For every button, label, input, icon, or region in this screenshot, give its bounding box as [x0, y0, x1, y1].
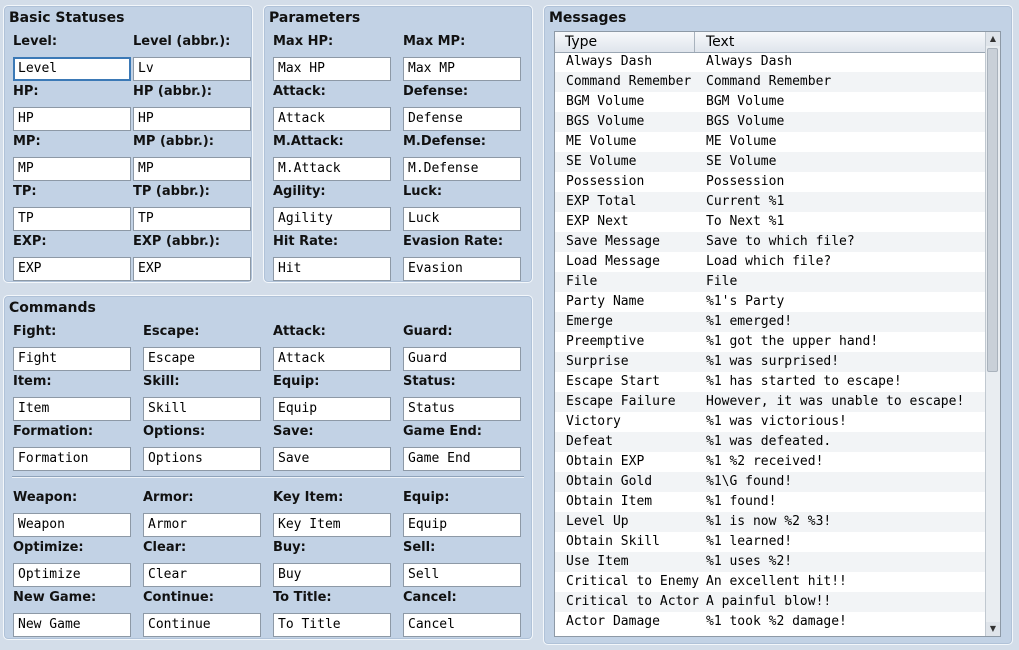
- param-label-luck: Luck:: [403, 184, 443, 199]
- command-label-sell: Sell:: [403, 540, 436, 555]
- column-divider[interactable]: [694, 32, 695, 52]
- message-row[interactable]: [555, 292, 987, 312]
- message-row[interactable]: [555, 252, 987, 272]
- command-label-equip: Equip:: [403, 490, 450, 505]
- param-field-attack[interactable]: Attack: [273, 107, 391, 131]
- param-label-max-mp: Max MP:: [403, 34, 466, 49]
- message-row[interactable]: [555, 492, 987, 512]
- message-text: %1 is now %2 %3!: [706, 514, 832, 529]
- message-type: Save Message: [566, 234, 660, 249]
- message-text: Current %1: [706, 194, 785, 209]
- message-row[interactable]: [555, 612, 987, 632]
- command-field-armor[interactable]: Armor: [143, 513, 261, 537]
- command-field-new-game[interactable]: New Game: [13, 613, 131, 637]
- scroll-down-icon[interactable]: ▼: [986, 622, 1000, 636]
- command-label-skill: Skill:: [143, 374, 180, 389]
- message-text: %1 has started to escape!: [706, 374, 902, 389]
- message-row[interactable]: [555, 112, 987, 132]
- message-type: Possession: [566, 174, 645, 189]
- command-field-save[interactable]: Save: [273, 447, 391, 471]
- message-row[interactable]: [555, 572, 987, 592]
- message-type: Critical to Actor: [566, 594, 700, 609]
- basic-field-tp[interactable]: TP: [13, 207, 131, 231]
- basic-label-mp: MP:: [13, 134, 41, 149]
- basic-field-mp-abbr[interactable]: MP: [133, 157, 251, 181]
- message-text: ME Volume: [706, 134, 777, 149]
- param-label-defense: Defense:: [403, 84, 469, 99]
- message-text: %1 uses %2!: [706, 554, 793, 569]
- message-row[interactable]: [555, 72, 987, 92]
- message-row[interactable]: [555, 232, 987, 252]
- command-label-options: Options:: [143, 424, 206, 439]
- command-field-key-item[interactable]: Key Item: [273, 513, 391, 537]
- message-type: Use Item: [566, 554, 629, 569]
- param-label-evasion-rate: Evasion Rate:: [403, 234, 504, 249]
- message-type: Level Up: [566, 514, 629, 529]
- param-label-agility: Agility:: [273, 184, 326, 199]
- message-text: %1 got the upper hand!: [706, 334, 879, 349]
- message-row[interactable]: [555, 52, 987, 72]
- basic-label-hp: HP:: [13, 84, 39, 99]
- basic-label-tp-abbr: TP (abbr.):: [133, 184, 210, 199]
- commands-separator: [12, 476, 524, 478]
- command-field-status[interactable]: Status: [403, 397, 521, 421]
- message-text: %1\G found!: [706, 474, 793, 489]
- message-row[interactable]: [555, 592, 987, 612]
- message-row[interactable]: [555, 152, 987, 172]
- command-label-fight: Fight:: [13, 324, 57, 339]
- message-text: Load which file?: [706, 254, 832, 269]
- basic-field-hp[interactable]: HP: [13, 107, 131, 131]
- message-row[interactable]: [555, 552, 987, 572]
- parameters-title: Parameters: [269, 10, 361, 26]
- message-text: Always Dash: [706, 54, 793, 69]
- command-field-equip[interactable]: Equip: [403, 513, 521, 537]
- message-type: SE Volume: [566, 154, 637, 169]
- message-type: EXP Total: [566, 194, 637, 209]
- command-label-to-title: To Title:: [273, 590, 332, 605]
- message-text: An excellent hit!!: [706, 574, 847, 589]
- command-field-guard[interactable]: Guard: [403, 347, 521, 371]
- command-label-attack: Attack:: [273, 324, 326, 339]
- message-type: Escape Start: [566, 374, 660, 389]
- command-field-fight[interactable]: Fight: [13, 347, 131, 371]
- param-label-m-attack: M.Attack:: [273, 134, 344, 149]
- param-field-max-hp[interactable]: Max HP: [273, 57, 391, 81]
- message-type: Preemptive: [566, 334, 645, 349]
- commands-panel: [3, 295, 533, 640]
- message-type: ME Volume: [566, 134, 637, 149]
- column-header-type[interactable]: Type: [565, 34, 598, 50]
- command-label-game-end: Game End:: [403, 424, 482, 439]
- basic-label-level: Level:: [13, 34, 58, 49]
- message-type: Surprise: [566, 354, 629, 369]
- param-field-agility[interactable]: Agility: [273, 207, 391, 231]
- command-label-guard: Guard:: [403, 324, 453, 339]
- command-field-options[interactable]: Options: [143, 447, 261, 471]
- messages-title: Messages: [549, 10, 627, 26]
- message-text: %1 took %2 damage!: [706, 614, 847, 629]
- basic-field-level-abbr[interactable]: Lv: [133, 57, 251, 81]
- message-text: Command Remember: [706, 74, 832, 89]
- message-text: Possession: [706, 174, 785, 189]
- message-type: Victory: [566, 414, 621, 429]
- command-field-clear[interactable]: Clear: [143, 563, 261, 587]
- message-row[interactable]: [555, 212, 987, 232]
- param-field-hit-rate[interactable]: Hit: [273, 257, 391, 281]
- command-field-item[interactable]: Item: [13, 397, 131, 421]
- basic-field-tp-abbr[interactable]: TP: [133, 207, 251, 231]
- message-text: %1 was surprised!: [706, 354, 840, 369]
- command-label-save: Save:: [273, 424, 314, 439]
- messages-list-header: [555, 32, 987, 53]
- command-field-to-title[interactable]: To Title: [273, 613, 391, 637]
- command-label-new-game: New Game:: [13, 590, 97, 605]
- message-text: Save to which file?: [706, 234, 855, 249]
- messages-list[interactable]: [554, 31, 1001, 637]
- param-label-m-defense: M.Defense:: [403, 134, 486, 149]
- parameters-panel: [263, 5, 533, 283]
- command-label-equip: Equip:: [273, 374, 320, 389]
- basic-statuses-title: Basic Statuses: [9, 10, 125, 26]
- basic-label-hp-abbr: HP (abbr.):: [133, 84, 212, 99]
- command-field-escape[interactable]: Escape: [143, 347, 261, 371]
- message-type: Obtain EXP: [566, 454, 645, 469]
- command-field-buy[interactable]: Buy: [273, 563, 391, 587]
- command-field-continue[interactable]: Continue: [143, 613, 261, 637]
- param-label-hit-rate: Hit Rate:: [273, 234, 339, 249]
- messages-scrollbar[interactable]: [985, 32, 1000, 636]
- command-label-key-item: Key Item:: [273, 490, 344, 505]
- command-field-sell[interactable]: Sell: [403, 563, 521, 587]
- message-row[interactable]: [555, 392, 987, 412]
- command-label-optimize: Optimize:: [13, 540, 84, 555]
- command-label-item: Item:: [13, 374, 52, 389]
- basic-field-level[interactable]: Level: [13, 57, 131, 81]
- message-type: Critical to Enemy: [566, 574, 700, 589]
- command-label-clear: Clear:: [143, 540, 187, 555]
- message-row[interactable]: [555, 92, 987, 112]
- message-type: Always Dash: [566, 54, 653, 69]
- message-text: BGS Volume: [706, 114, 785, 129]
- message-row[interactable]: [555, 312, 987, 332]
- message-type: Command Remember: [566, 74, 692, 89]
- message-row[interactable]: [555, 412, 987, 432]
- message-row[interactable]: [555, 452, 987, 472]
- command-field-cancel[interactable]: Cancel: [403, 613, 521, 637]
- message-text: %1 emerged!: [706, 314, 793, 329]
- command-label-formation: Formation:: [13, 424, 94, 439]
- command-label-continue: Continue:: [143, 590, 214, 605]
- command-field-skill[interactable]: Skill: [143, 397, 261, 421]
- message-type: Obtain Item: [566, 494, 653, 509]
- message-text: SE Volume: [706, 154, 777, 169]
- message-text: File: [706, 274, 738, 289]
- message-type: Obtain Gold: [566, 474, 653, 489]
- message-type: Defeat: [566, 434, 613, 449]
- param-field-defense[interactable]: Defense: [403, 107, 521, 131]
- basic-label-exp: EXP:: [13, 234, 47, 249]
- message-row[interactable]: [555, 432, 987, 452]
- command-label-armor: Armor:: [143, 490, 194, 505]
- message-text: To Next %1: [706, 214, 785, 229]
- command-field-game-end[interactable]: Game End: [403, 447, 521, 471]
- command-label-cancel: Cancel:: [403, 590, 457, 605]
- messages-rows: [555, 52, 987, 632]
- basic-field-exp[interactable]: EXP: [13, 257, 131, 281]
- message-row[interactable]: [555, 132, 987, 152]
- message-row[interactable]: [555, 372, 987, 392]
- basic-label-mp-abbr: MP (abbr.):: [133, 134, 214, 149]
- param-field-luck[interactable]: Luck: [403, 207, 521, 231]
- message-text: However, it was unable to escape!: [706, 394, 965, 409]
- message-type: Emerge: [566, 314, 613, 329]
- command-field-optimize[interactable]: Optimize: [13, 563, 131, 587]
- message-row[interactable]: [555, 512, 987, 532]
- message-row[interactable]: [555, 532, 987, 552]
- param-field-m-attack[interactable]: M.Attack: [273, 157, 391, 181]
- column-header-text[interactable]: Text: [706, 34, 735, 50]
- commands-title: Commands: [9, 300, 96, 316]
- message-text: %1 learned!: [706, 534, 793, 549]
- basic-field-mp[interactable]: MP: [13, 157, 131, 181]
- message-text: %1's Party: [706, 294, 785, 309]
- basic-statuses-panel: [3, 5, 253, 283]
- message-text: %1 %2 received!: [706, 454, 824, 469]
- message-text: %1 was defeated.: [706, 434, 832, 449]
- command-field-attack[interactable]: Attack: [273, 347, 391, 371]
- command-field-equip[interactable]: Equip: [273, 397, 391, 421]
- message-row[interactable]: [555, 172, 987, 192]
- message-type: BGM Volume: [566, 94, 645, 109]
- basic-label-level-abbr: Level (abbr.):: [133, 34, 231, 49]
- message-text: BGM Volume: [706, 94, 785, 109]
- message-type: File: [566, 274, 598, 289]
- basic-label-tp: TP:: [13, 184, 37, 199]
- message-row[interactable]: [555, 352, 987, 372]
- message-type: BGS Volume: [566, 114, 645, 129]
- param-field-m-defense[interactable]: M.Defense: [403, 157, 521, 181]
- message-type: Obtain Skill: [566, 534, 660, 549]
- message-text: %1 found!: [706, 494, 777, 509]
- param-label-max-hp: Max HP:: [273, 34, 334, 49]
- basic-field-exp-abbr[interactable]: EXP: [133, 257, 251, 281]
- message-row[interactable]: [555, 472, 987, 492]
- command-label-weapon: Weapon:: [13, 490, 78, 505]
- param-field-max-mp[interactable]: Max MP: [403, 57, 521, 81]
- message-text: A painful blow!!: [706, 594, 832, 609]
- message-row[interactable]: [555, 272, 987, 292]
- param-field-evasion-rate[interactable]: Evasion: [403, 257, 521, 281]
- param-label-attack: Attack:: [273, 84, 326, 99]
- basic-field-hp-abbr[interactable]: HP: [133, 107, 251, 131]
- message-text: %1 was victorious!: [706, 414, 847, 429]
- message-type: Escape Failure: [566, 394, 676, 409]
- command-field-weapon[interactable]: Weapon: [13, 513, 131, 537]
- message-type: Party Name: [566, 294, 645, 309]
- command-label-status: Status:: [403, 374, 456, 389]
- message-row[interactable]: [555, 192, 987, 212]
- message-type: Load Message: [566, 254, 660, 269]
- command-label-buy: Buy:: [273, 540, 306, 555]
- command-field-formation[interactable]: Formation: [13, 447, 131, 471]
- message-type: Actor Damage: [566, 614, 660, 629]
- basic-label-exp-abbr: EXP (abbr.):: [133, 234, 220, 249]
- scroll-up-icon[interactable]: ▲: [986, 32, 1000, 46]
- scroll-thumb[interactable]: [987, 48, 998, 372]
- message-type: EXP Next: [566, 214, 629, 229]
- command-label-escape: Escape:: [143, 324, 200, 339]
- message-row[interactable]: [555, 332, 987, 352]
